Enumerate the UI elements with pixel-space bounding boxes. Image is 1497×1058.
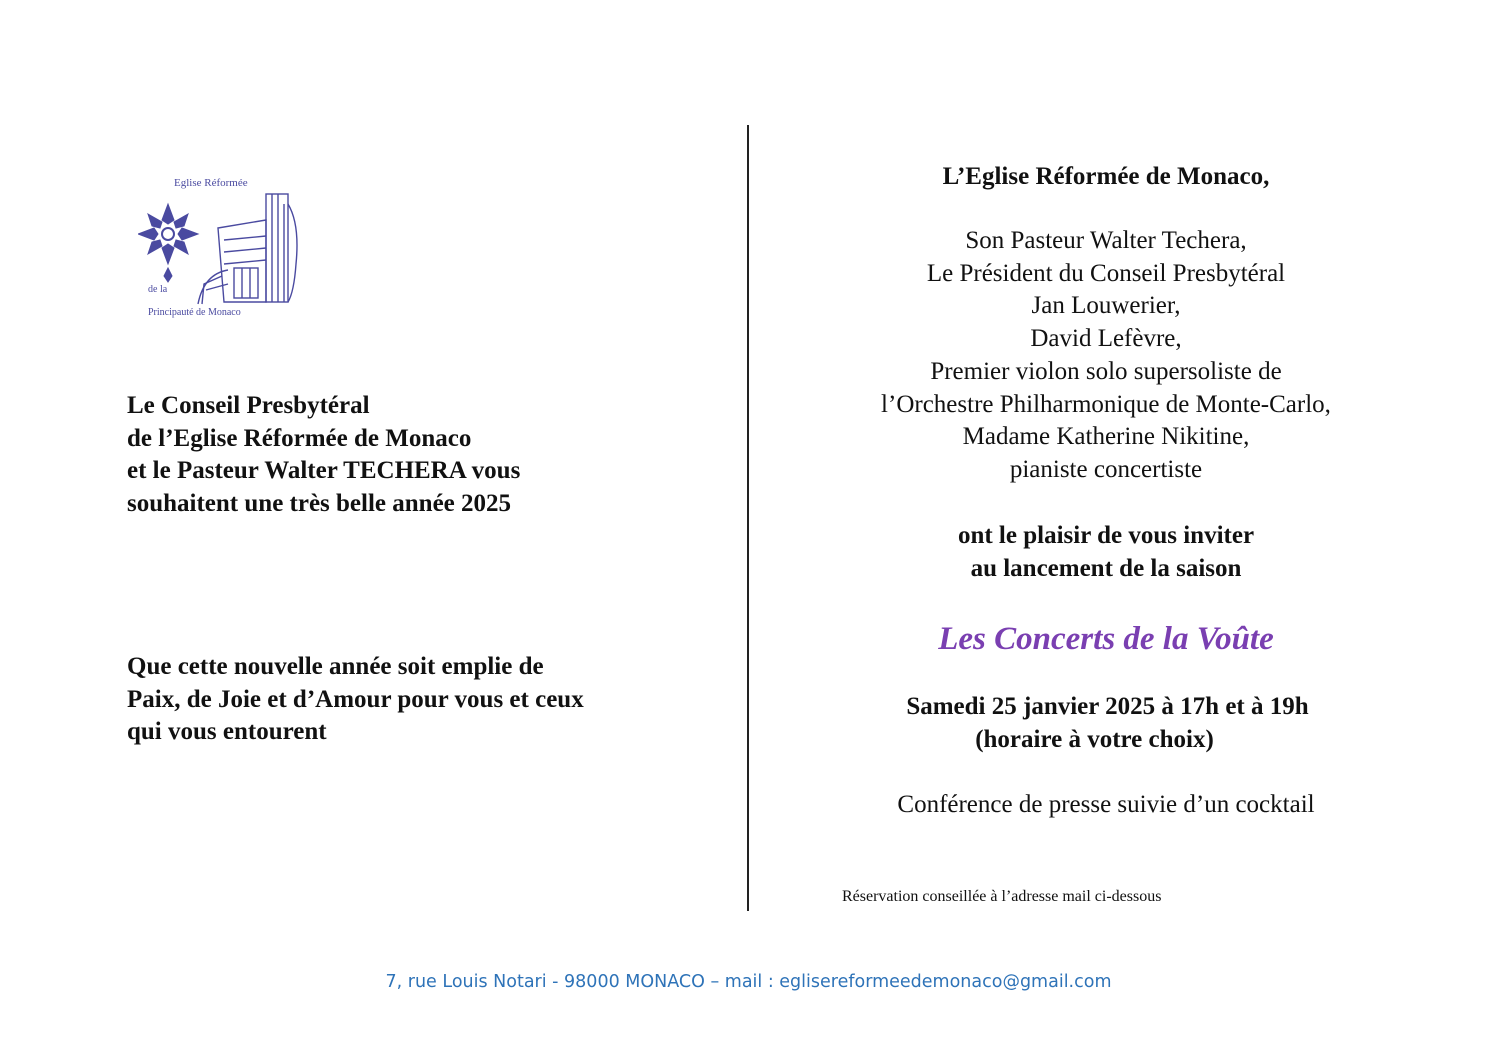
church-building-icon [198,194,297,304]
greeting-line: souhaitent une très belle année 2025 [127,489,512,517]
participant-line: David Lefèvre, [1030,325,1182,353]
event-time-note: (horaire à votre choix) [975,725,1214,753]
logo-top-text: Eglise Réformée [174,177,248,189]
church-logo [138,164,306,324]
event-date-block [752,691,1460,756]
reservation-note: Réservation conseillée à l’adresse mail ci-dessous [842,888,1162,905]
huguenot-cross-church-logo-icon [138,164,306,324]
event-description: Conférence de presse suivie d’un cocktail [897,791,1315,818]
greeting-line: de l’Eglise Réformée de Monaco [127,424,472,452]
vertical-divider [747,125,749,911]
greeting-line: Le Conseil Presbytéral [127,392,370,419]
participant-line: Jan Louwerier, [1031,292,1181,320]
host-title: L’Eglise Réformée de Monaco, [942,163,1270,190]
participant-line: Son Pasteur Walter Techera, [965,227,1247,254]
greeting-line: et le Pasteur Walter TECHERA vous [127,457,521,484]
invitation-text [752,520,1460,585]
participants-list [752,225,1460,487]
footer-address: 7, rue Louis Notari - 98000 MONACO – mail : eglisereformeedemonaco@gmail.com [385,972,1112,992]
wish-paragraph [127,651,584,749]
participant-line: l’Orchestre Philharmonique de Monte-Carlo, [881,390,1331,418]
wish-line: qui vous entourent [127,718,327,745]
logo-middle-text: de la [148,284,168,295]
wish-line: Que cette nouvelle année soit emplie de [127,653,544,680]
invite-line: ont le plaisir de vous inviter [957,522,1255,549]
concert-series-title: Les Concerts de la Voûte [938,621,1274,657]
participant-line: Premier violon solo supersoliste de [930,357,1282,385]
participant-line: Madame Katherine Nikitine, [962,423,1250,451]
participant-line: pianiste concertiste [1009,455,1203,483]
invite-line: au lancement de la saison [970,554,1242,582]
greeting-paragraph [127,390,520,520]
event-date: Samedi 25 janvier 2025 à 17h et à 19h [906,693,1309,720]
logo-bottom-text: Principauté de Monaco [148,307,241,318]
huguenot-cross-icon [138,204,198,282]
wish-line: Paix, de Joie et d’Amour pour vous et ceux [127,685,584,713]
participant-line: Le Président du Conseil Presbytéral [926,259,1286,287]
